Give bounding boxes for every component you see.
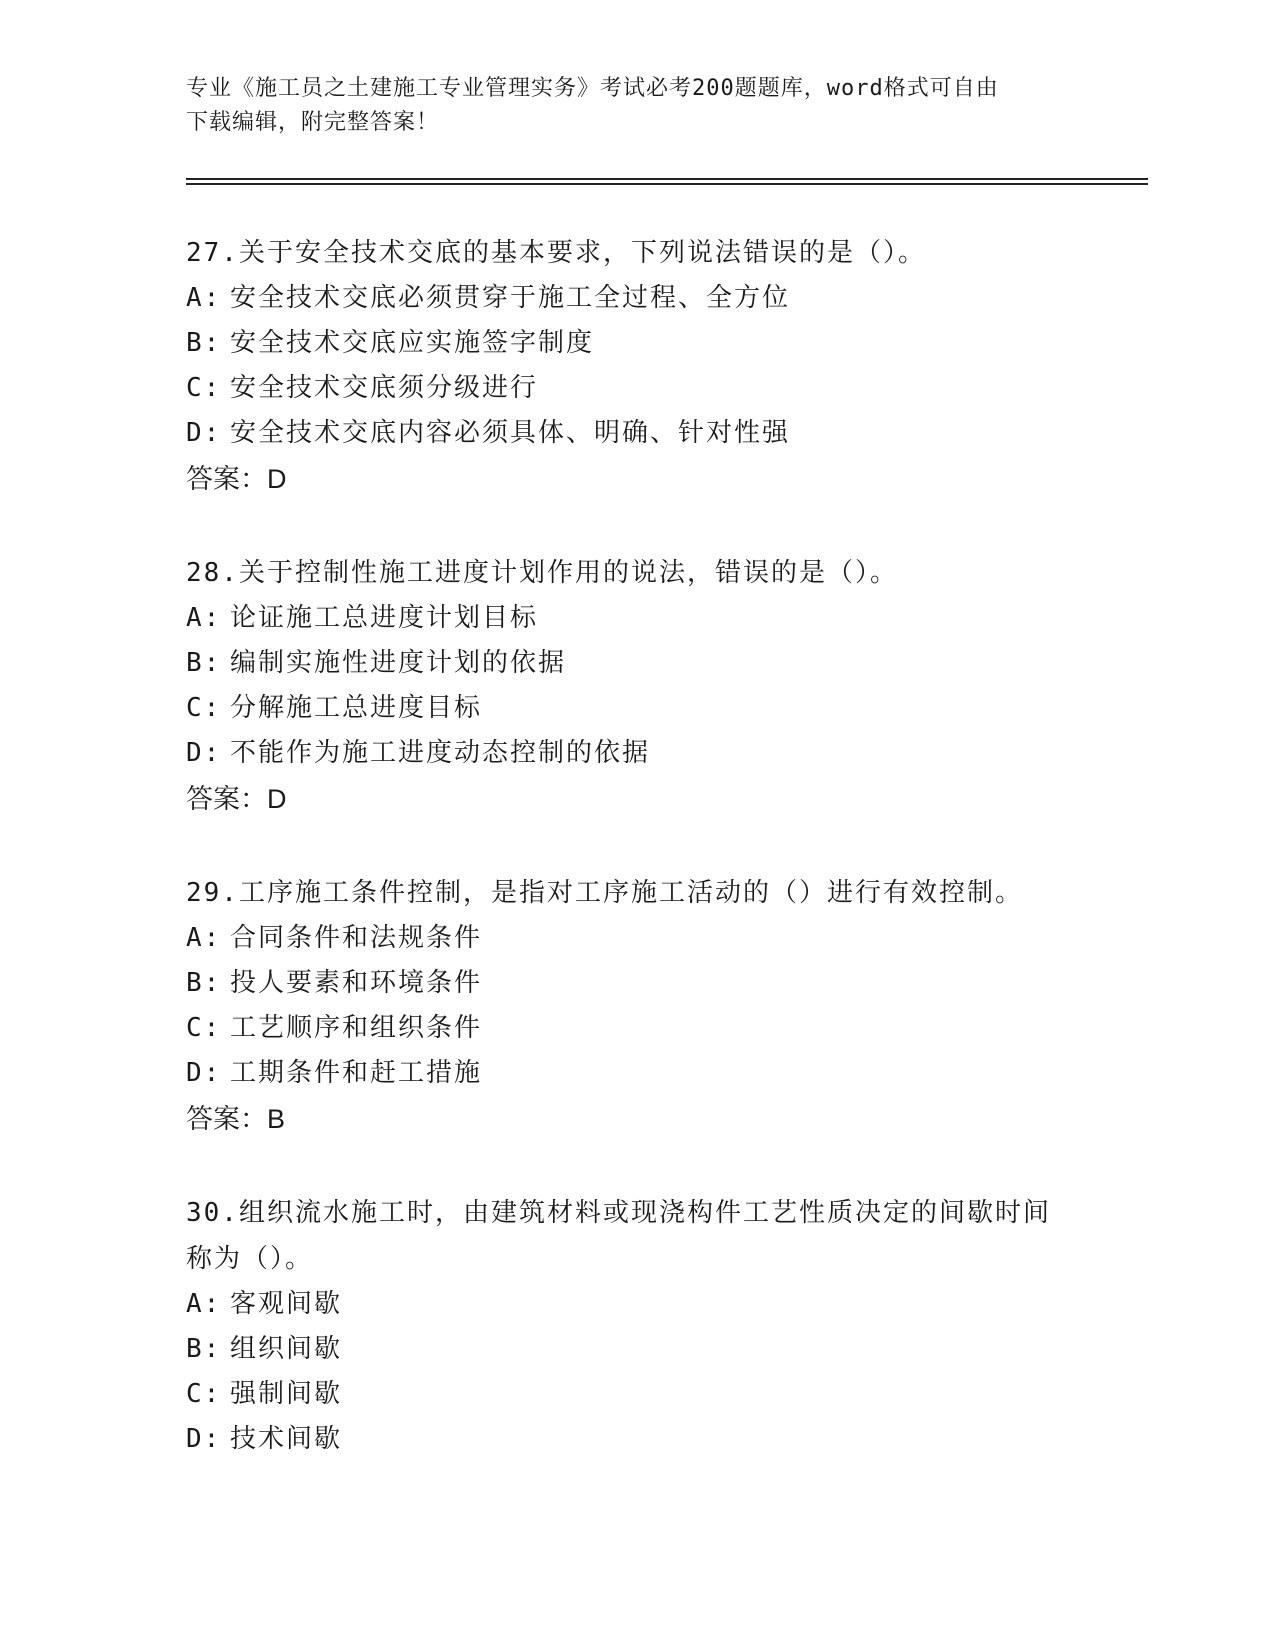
option-letter: B: [186,1334,222,1364]
question-29 [186,870,1136,1142]
question-stem: 29.工序施工条件控制，是指对工序施工活动的（）进行有效控制。 [186,878,1023,908]
option-c [186,1372,1136,1417]
option-letter: A: [186,283,222,313]
option-text: 安全技术交底必须贯穿于施工全过程、全方位 [230,283,791,313]
document-header [186,72,1086,140]
question-27 [186,230,1136,502]
option-letter: D: [186,738,222,768]
option-d [186,731,1136,776]
option-text: 技术间歇 [230,1424,343,1454]
option-text: 合同条件和法规条件 [230,923,483,953]
option-text: 论证施工总进度计划目标 [230,603,539,633]
option-text: 组织间歇 [230,1334,343,1364]
option-text: 分解施工总进度目标 [230,693,483,723]
option-text: 安全技术交底须分级进行 [230,373,539,403]
option-text: 强制间歇 [230,1379,343,1409]
option-text: 安全技术交底应实施签字制度 [230,328,595,358]
option-letter: B: [186,648,222,678]
option-b [186,961,1136,1006]
header-divider-bottom [186,183,1148,185]
option-a [186,1282,1136,1327]
option-text: 安全技术交底内容必须具体、明确、针对性强 [230,418,791,448]
option-letter: A: [186,603,222,633]
option-letter: D: [186,1058,222,1088]
answer-label: 答案：D [186,784,287,814]
option-c [186,1006,1136,1051]
option-text: 不能作为施工进度动态控制的依据 [230,738,651,768]
option-d [186,411,1136,456]
question-30 [186,1190,1136,1462]
option-b [186,321,1136,366]
option-text: 客观间歇 [230,1289,343,1319]
answer-label: 答案：D [186,464,287,494]
option-b [186,641,1136,686]
option-c [186,366,1136,411]
header-line-1: 专业《施工员之土建施工专业管理实务》考试必考200题题库，word格式可自由 [186,76,999,101]
question-28 [186,550,1136,822]
option-letter: C: [186,1379,222,1409]
option-text: 工艺顺序和组织条件 [230,1013,483,1043]
option-letter: A: [186,1289,222,1319]
question-stem: 27.关于安全技术交底的基本要求，下列说法错误的是（）。 [186,238,926,268]
question-stem: 28.关于控制性施工进度计划作用的说法，错误的是（）。 [186,558,898,588]
option-a [186,596,1136,641]
option-c [186,686,1136,731]
option-letter: B: [186,968,222,998]
option-letter: C: [186,1013,222,1043]
option-d [186,1417,1136,1462]
question-list [186,230,1136,1462]
answer-label: 答案：B [186,1104,286,1134]
question-stem-continued: 称为（）。 [186,1244,314,1274]
question-stem: 30.组织流水施工时，由建筑材料或现浇构件工艺性质决定的间歇时间 [186,1198,1051,1228]
header-divider-top [186,178,1148,180]
option-letter: D: [186,1424,222,1454]
option-letter: B: [186,328,222,358]
option-a [186,916,1136,961]
header-line-2: 下载编辑，附完整答案！ [186,110,440,135]
option-text: 编制实施性进度计划的依据 [230,648,567,678]
option-text: 投人要素和环境条件 [230,968,483,998]
option-a [186,276,1136,321]
option-letter: D: [186,418,222,448]
option-d [186,1051,1136,1096]
option-text: 工期条件和赶工措施 [230,1058,483,1088]
option-letter: C: [186,693,222,723]
option-letter: A: [186,923,222,953]
option-b [186,1327,1136,1372]
option-letter: C: [186,373,222,403]
